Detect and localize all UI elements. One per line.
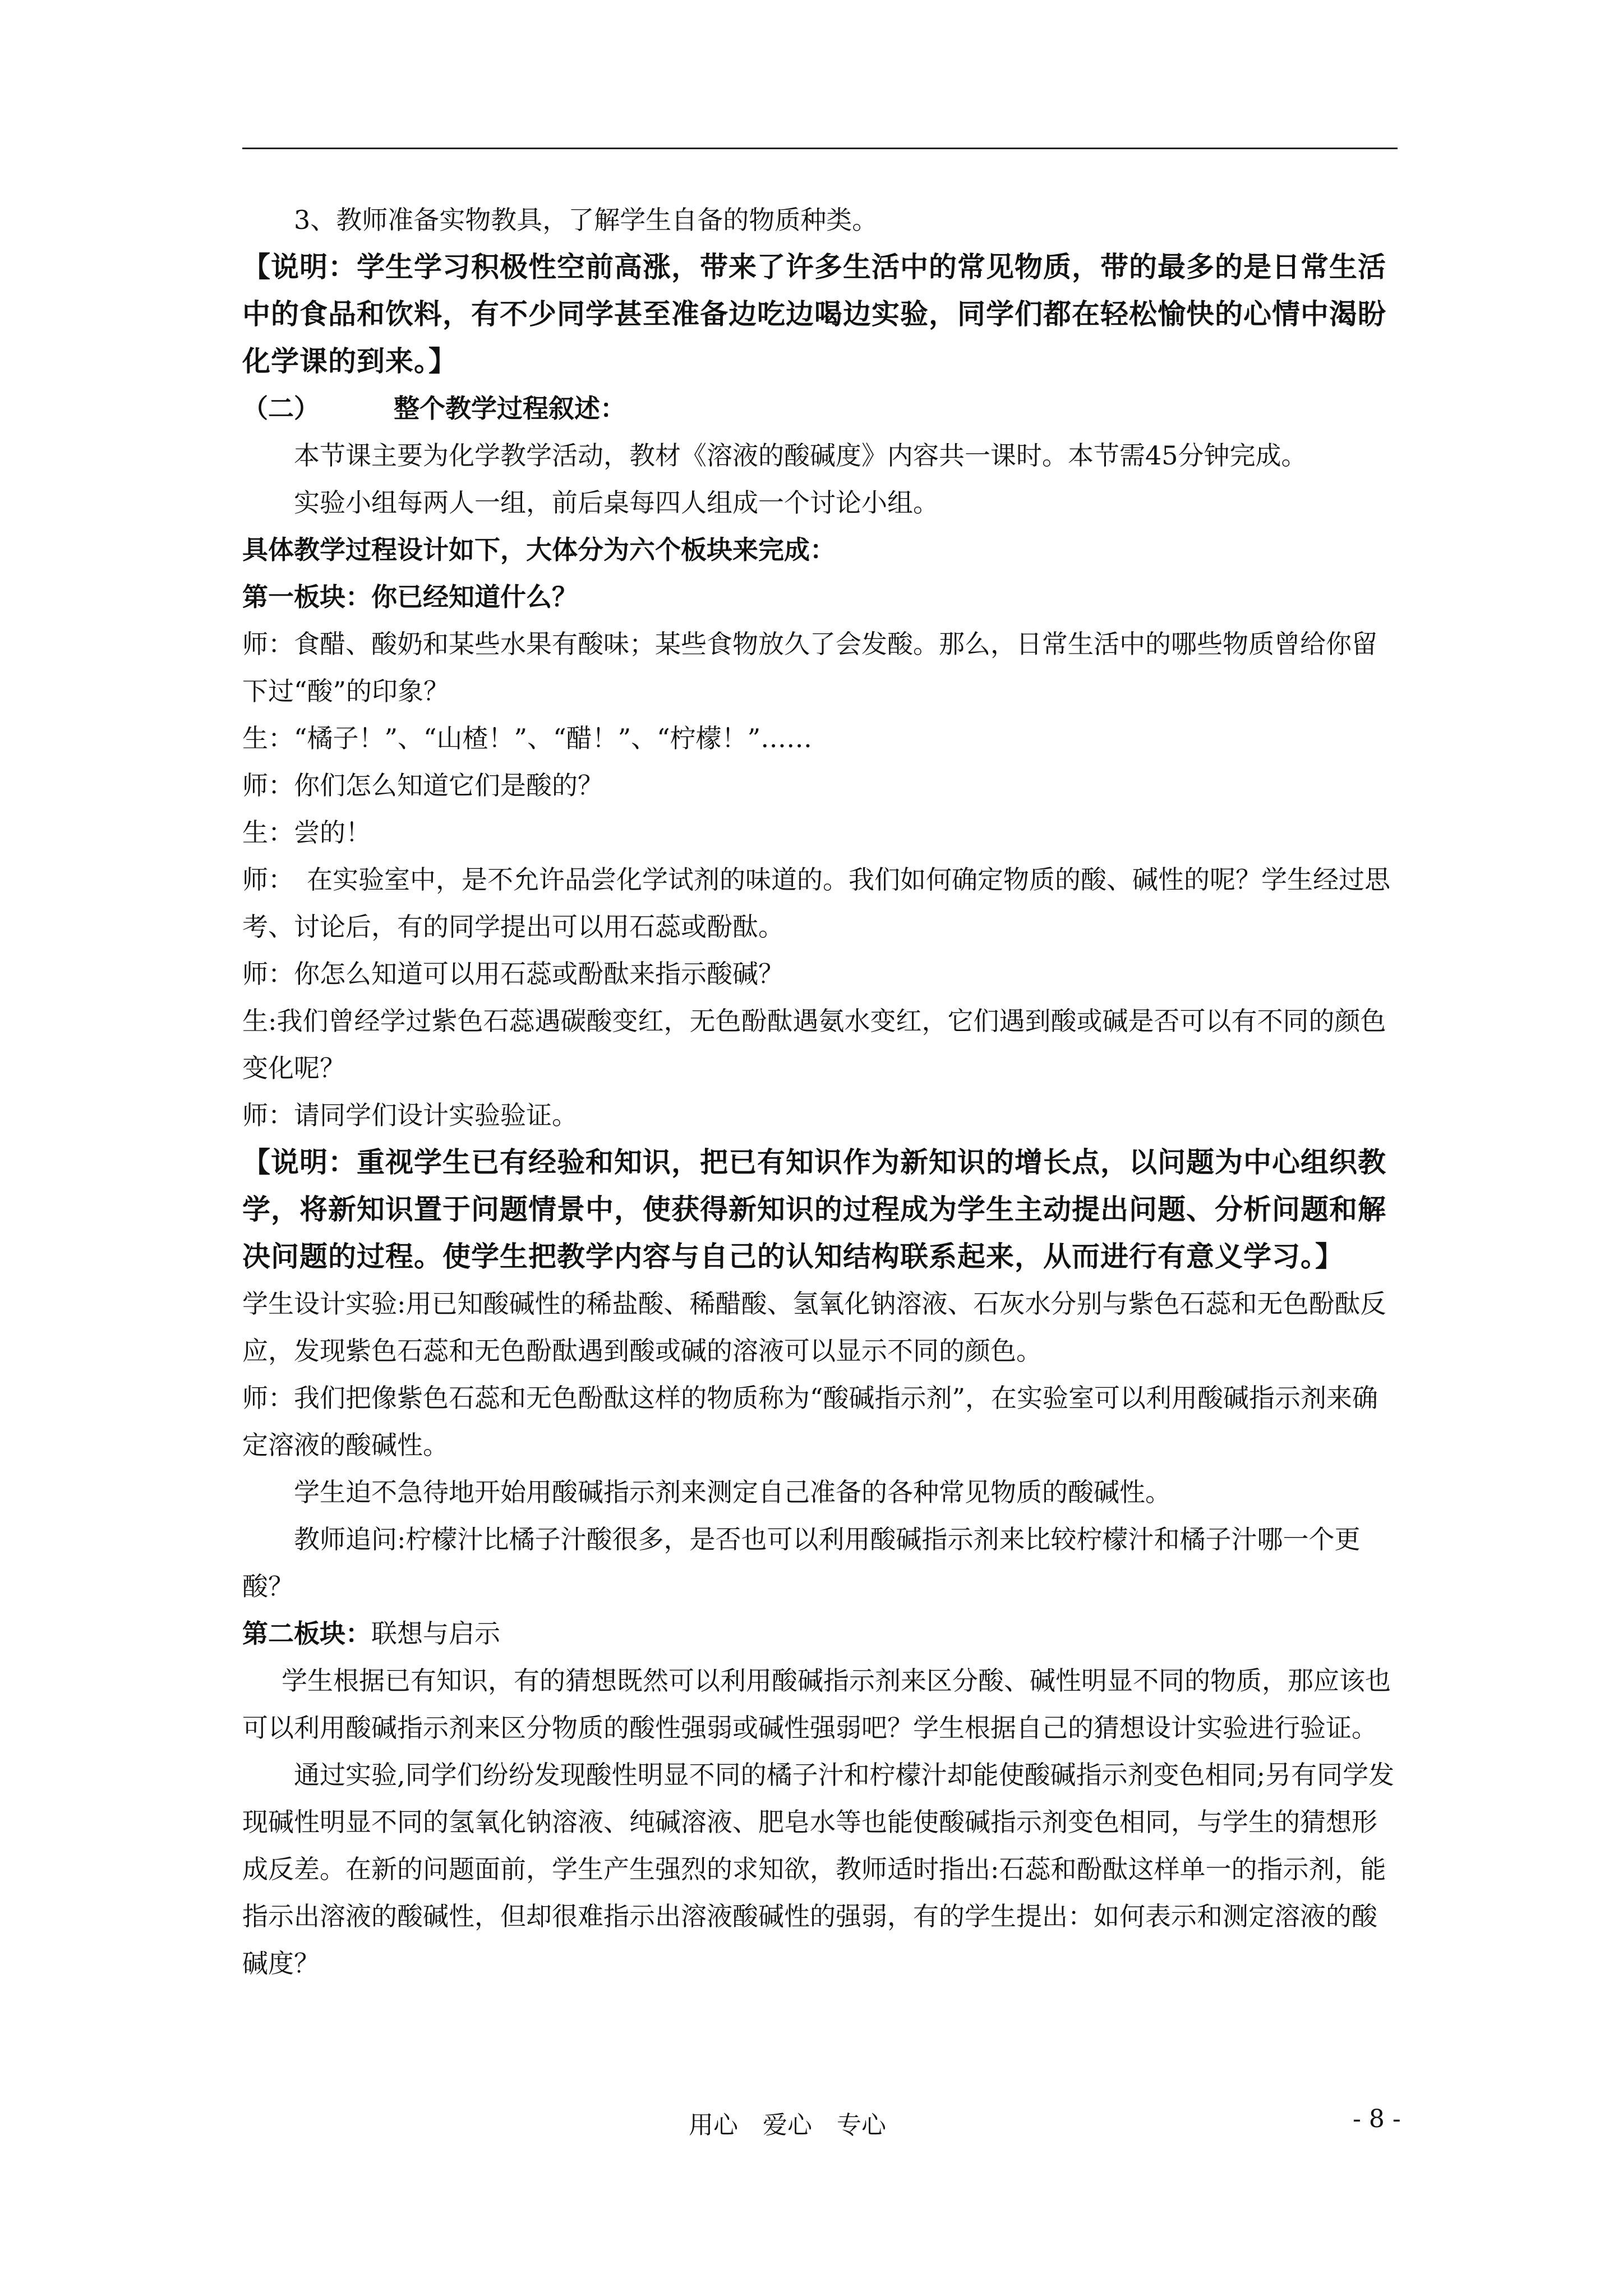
block-two-label: 第二板块： (242, 1618, 371, 1649)
dialogue-student-1: 生：“橘子！”、“山楂！”、“醋！”、“柠檬！”…… (242, 723, 813, 753)
dialogue-student-2: 生：尝的！ (242, 817, 371, 848)
paragraph-teacher-prep: 3、教师准备实物教具，了解学生自备的物质种类。 (294, 205, 878, 235)
dialogue-teacher-4: 师：你怎么知道可以用石蕊或酚酞来指示酸碱？ (242, 959, 784, 989)
section-heading-process (242, 385, 1398, 432)
paragraph-student-hypothesis: 学生根据已有知识，有的猜想既然可以利用酸碱指示剂来区分酸、碱性明显不同的物质，那应该也可以利用酸碱指示剂来区分物质的酸性强弱或碱性强弱吧？学生根据自己的猜想设计实验进行验证。 (242, 1665, 1391, 1743)
paragraph-students-test: 学生迫不急待地开始用酸碱指示剂来测定自己准备的各种常见物质的酸碱性。 (294, 1477, 1171, 1507)
footer-motto: 用心 爱心 专心 (689, 2111, 886, 2139)
header-rule (242, 148, 1398, 149)
dialogue-teacher-5: 师：请同学们设计实验验证。 (242, 1100, 578, 1130)
dialogue-teacher-6: 师：我们把像紫色石蕊和无色酚酞这样的物质称为“酸碱指示剂”，在实验室可以利用酸碱指示剂来确定溶液的酸碱性。 (242, 1383, 1378, 1460)
block-two-title: 联想与启示 (371, 1618, 500, 1649)
block-one-heading: 第一板块：你已经知道什么？ (242, 582, 578, 612)
paragraph-process-intro: 具体教学过程设计如下，大体分为六个板块来完成： (242, 535, 836, 565)
dialogue-teacher-3: 师： 在实验室中，是不允许品尝化学试剂的味道的。我们如何确定物质的酸、碱性的呢？学生经过思考、讨论后，有的同学提出可以用石蕊或酚酞。 (242, 864, 1390, 942)
page-footer (0, 2105, 1623, 2150)
block-two-heading (242, 1610, 1398, 1657)
paragraph-experiment-result: 通过实验,同学们纷纷发现酸性明显不同的橘子汁和柠檬汁却能使酸碱指示剂变色相同;另有同学发现碱性明显不同的氢氧化钠溶液、纯碱溶液、肥皂水等也能使酸碱指示剂变色相同，与学生的猜想形成反差。在新的问题面前，学生产生强烈的求知欲，教师适时指出:石蕊和酚酞这样单一的指示剂，能指示出溶液的酸碱性，但却很难指示出溶液酸碱性的强弱，有的学生提出：如何表示和测定溶液的酸碱度？ (242, 1760, 1395, 1978)
dialogue-student-3: 生:我们曾经学过紫色石蕊遇碳酸变红，无色酚酞遇氨水变红，它们遇到酸或碱是否可以有不同的颜色变化呢？ (242, 1006, 1386, 1083)
dialogue-teacher-2: 师：你们怎么知道它们是酸的？ (242, 770, 603, 800)
note-student-enthusiasm: 【说明：学生学习积极性空前高涨，带来了许多生活中的常见物质，带的最多的是日常生活中的食品和饮料，有不少同学甚至准备边吃边喝边实验，同学们都在轻松愉快的心情中渴盼化学课的到来。】 (242, 250, 1386, 378)
paragraph-student-experiment: 学生设计实验:用已知酸碱性的稀盐酸、稀醋酸、氢氧化钠溶液、石灰水分别与紫色石蕊和无色酚酞反应，发现紫色石蕊和无色酚酞遇到酸或碱的溶液可以显示不同的颜色。 (242, 1289, 1386, 1366)
paragraph-group-setup: 实验小组每两人一组，前后桌每四人组成一个讨论小组。 (294, 487, 939, 518)
section-title: 整个教学过程叙述： (394, 393, 626, 424)
note-prior-knowledge: 【说明：重视学生已有经验和知识，把已有知识作为新知识的增长点，以问题为中心组织教学，将新知识置于问题情景中，使获得新知识的过程成为学生主动提出问题、分析问题和解决问题的过程。使学生把教学内容与自己的认知结构联系起来，从而进行有意义学习。】 (242, 1145, 1386, 1273)
document-body (242, 196, 1398, 1987)
paragraph-teacher-followup: 教师追问:柠檬汁比橘子汁酸很多，是否也可以利用酸碱指示剂来比较柠檬汁和橘子汁哪一个更酸？ (242, 1524, 1361, 1602)
dialogue-teacher-1: 师：食醋、酸奶和某些水果有酸味；某些食物放久了会发酸。那么，日常生活中的哪些物质曾给你留下过“酸”的印象？ (242, 629, 1377, 706)
page-number: - 8 - (1353, 2105, 1401, 2133)
section-number: （二） (242, 393, 320, 424)
paragraph-lesson-overview: 本节课主要为化学教学活动，教材《溶液的酸碱度》内容共一课时。本节需45分钟完成。 (294, 440, 1307, 471)
